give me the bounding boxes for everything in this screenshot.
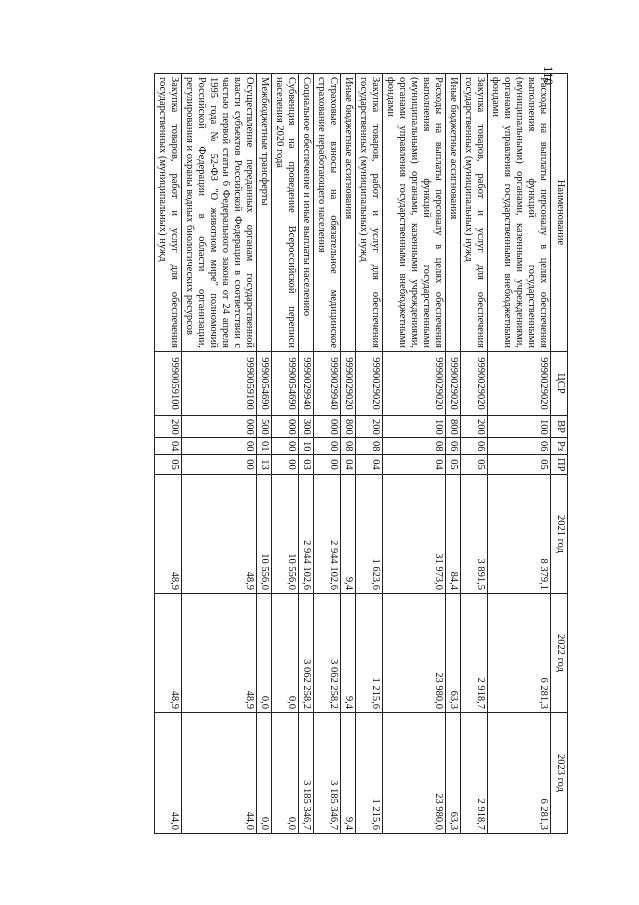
row-vr: 000 bbox=[182, 416, 257, 438]
row-name: Закупка товаров, работ и услуг для обеспечения государственных (муниципальных) нужд bbox=[155, 74, 182, 352]
row-rz: 00 bbox=[182, 438, 257, 455]
row-name: Межбюджетные трансферты bbox=[257, 74, 272, 352]
row-vr: 100 bbox=[383, 416, 446, 438]
table-header-row bbox=[551, 74, 568, 834]
row-vr: 000 bbox=[314, 416, 341, 438]
row-pr: 05 bbox=[155, 455, 182, 475]
row-csr: 9990059100 bbox=[155, 352, 182, 416]
table-row bbox=[488, 74, 551, 834]
header-csr: ЦСР bbox=[551, 352, 568, 416]
row-name: Осуществление переданных органам государственной власти субъектов Российской Федерации в соответствии с частью первой статьи 6 Федерального закона от 24 апреля 1995 года № 52-ФЗ "О животном мире" полномочий Российской Федерации в области организации, регулирования и охраны водных биологических ресурсов bbox=[182, 74, 257, 352]
row-name: Иные бюджетные ассигнования bbox=[446, 74, 461, 352]
row-2021: 48,9 bbox=[182, 475, 257, 594]
row-2021: 3 891,5 bbox=[461, 475, 488, 594]
row-name: Субвенция на проведение Всероссийской переписи населения 2020 года bbox=[272, 74, 299, 352]
row-csr: 9990029940 bbox=[314, 352, 341, 416]
row-vr: 000 bbox=[272, 416, 299, 438]
row-name: Расходы на выплаты персоналу в целях обеспечения выполнения функций государственными (муниципальными) органами, казенными учреждениями, органами управления государственными внебюджетными фондами bbox=[383, 74, 446, 352]
row-2022: 3 062 258,2 bbox=[314, 594, 341, 713]
row-csr: 9990029020 bbox=[356, 352, 383, 416]
table-body bbox=[155, 74, 551, 834]
row-pr: 05 bbox=[488, 455, 551, 475]
row-name: Закупка товаров, работ и услуг для обеспечения государственных (муниципальных) нужд bbox=[461, 74, 488, 352]
row-2023: 6 281,3 bbox=[488, 713, 551, 834]
table-row bbox=[356, 74, 383, 834]
row-2022: 9,4 bbox=[341, 594, 356, 713]
row-2022: 0,0 bbox=[272, 594, 299, 713]
row-2023: 44,0 bbox=[155, 713, 182, 834]
row-rz: 00 bbox=[314, 438, 341, 455]
row-pr: 05 bbox=[446, 455, 461, 475]
row-rz: 01 bbox=[257, 438, 272, 455]
header-2022: 2022 год bbox=[551, 594, 568, 713]
row-2022: 48,9 bbox=[182, 594, 257, 713]
table-row bbox=[446, 74, 461, 834]
row-vr: 800 bbox=[446, 416, 461, 438]
row-2023: 44,0 bbox=[182, 713, 257, 834]
table-row bbox=[383, 74, 446, 834]
table-row bbox=[299, 74, 314, 834]
row-name: Закупка товаров, работ и услуг для обеспечения государственных (муниципальных) нужд bbox=[356, 74, 383, 352]
header-vr: ВР bbox=[551, 416, 568, 438]
row-rz: 08 bbox=[356, 438, 383, 455]
row-csr: 9990029020 bbox=[488, 352, 551, 416]
header-pr: ПР bbox=[551, 455, 568, 475]
row-2023: 1 215,6 bbox=[356, 713, 383, 834]
row-2021: 2 944 102,6 bbox=[299, 475, 314, 594]
row-vr: 200 bbox=[155, 416, 182, 438]
row-2022: 2 918,7 bbox=[461, 594, 488, 713]
row-pr: 05 bbox=[461, 455, 488, 475]
row-pr: 13 bbox=[257, 455, 272, 475]
row-2021: 8 379,1 bbox=[488, 475, 551, 594]
row-2023: 63,3 bbox=[446, 713, 461, 834]
row-pr: 00 bbox=[182, 455, 257, 475]
row-csr: 9990029020 bbox=[341, 352, 356, 416]
row-rz: 08 bbox=[383, 438, 446, 455]
table-row bbox=[272, 74, 299, 834]
row-csr: 9990029940 bbox=[299, 352, 314, 416]
row-2021: 84,4 bbox=[446, 475, 461, 594]
row-pr: 04 bbox=[341, 455, 356, 475]
row-2022: 1 215,6 bbox=[356, 594, 383, 713]
row-csr: 9990029020 bbox=[383, 352, 446, 416]
row-2021: 2 944 102,6 bbox=[314, 475, 341, 594]
row-2021: 31 973,0 bbox=[383, 475, 446, 594]
row-name: Иные бюджетные ассигнования bbox=[341, 74, 356, 352]
table-row bbox=[341, 74, 356, 834]
row-2022: 0,0 bbox=[257, 594, 272, 713]
header-name: Наименование bbox=[551, 74, 568, 352]
row-2021: 10 556,0 bbox=[257, 475, 272, 594]
row-rz: 10 bbox=[299, 438, 314, 455]
table-row bbox=[461, 74, 488, 834]
table-row bbox=[182, 74, 257, 834]
table-row bbox=[155, 74, 182, 834]
row-rz: 06 bbox=[461, 438, 488, 455]
row-2023: 3 185 346,7 bbox=[314, 713, 341, 834]
row-rz: 06 bbox=[488, 438, 551, 455]
header-2023: 2023 год bbox=[551, 713, 568, 834]
header-rz: Рз bbox=[551, 438, 568, 455]
row-rz: 00 bbox=[272, 438, 299, 455]
row-2021: 48,9 bbox=[155, 475, 182, 594]
budget-table bbox=[154, 73, 568, 834]
row-2022: 3 062 258,2 bbox=[299, 594, 314, 713]
row-vr: 800 bbox=[341, 416, 356, 438]
row-pr: 00 bbox=[272, 455, 299, 475]
row-name: Расходы на выплаты персоналу в целях обеспечения выполнения функций государственными (муниципальными) органами, казенными учреждениями, органами управления государственными внебюджетными фондами bbox=[488, 74, 551, 352]
row-vr: 100 bbox=[488, 416, 551, 438]
row-csr: 9990029020 bbox=[446, 352, 461, 416]
row-vr: 200 bbox=[461, 416, 488, 438]
row-pr: 04 bbox=[383, 455, 446, 475]
row-csr: 9990029020 bbox=[461, 352, 488, 416]
row-vr: 500 bbox=[257, 416, 272, 438]
row-2022: 63,3 bbox=[446, 594, 461, 713]
row-pr: 03 bbox=[299, 455, 314, 475]
row-rz: 04 bbox=[155, 438, 182, 455]
row-2023: 3 185 346,7 bbox=[299, 713, 314, 834]
row-2022: 23 980,0 bbox=[383, 594, 446, 713]
page-number: 110 bbox=[541, 66, 556, 86]
row-pr: 04 bbox=[356, 455, 383, 475]
row-2023: 9,4 bbox=[341, 713, 356, 834]
row-2021: 9,4 bbox=[341, 475, 356, 594]
row-2021: 1 623,6 bbox=[356, 475, 383, 594]
row-2023: 0,0 bbox=[257, 713, 272, 834]
row-vr: 200 bbox=[356, 416, 383, 438]
row-rz: 06 bbox=[446, 438, 461, 455]
table-row bbox=[257, 74, 272, 834]
row-name: Социальное обеспечение и иные выплаты населению bbox=[299, 74, 314, 352]
row-csr: 9990054690 bbox=[272, 352, 299, 416]
row-2021: 10 556,0 bbox=[272, 475, 299, 594]
rotated-table-wrapper bbox=[100, 73, 568, 833]
row-vr: 300 bbox=[299, 416, 314, 438]
row-2023: 0,0 bbox=[272, 713, 299, 834]
row-2023: 2 918,7 bbox=[461, 713, 488, 834]
row-2022: 6 281,3 bbox=[488, 594, 551, 713]
row-name: Страховые взносы на обязательное медицинское страхование неработающего населения bbox=[314, 74, 341, 352]
row-csr: 9990054690 bbox=[257, 352, 272, 416]
table-row bbox=[314, 74, 341, 834]
row-csr: 9990059100 bbox=[182, 352, 257, 416]
row-2023: 23 980,0 bbox=[383, 713, 446, 834]
row-rz: 08 bbox=[341, 438, 356, 455]
row-2022: 48,9 bbox=[155, 594, 182, 713]
row-pr: 00 bbox=[314, 455, 341, 475]
header-2021: 2021 год bbox=[551, 475, 568, 594]
